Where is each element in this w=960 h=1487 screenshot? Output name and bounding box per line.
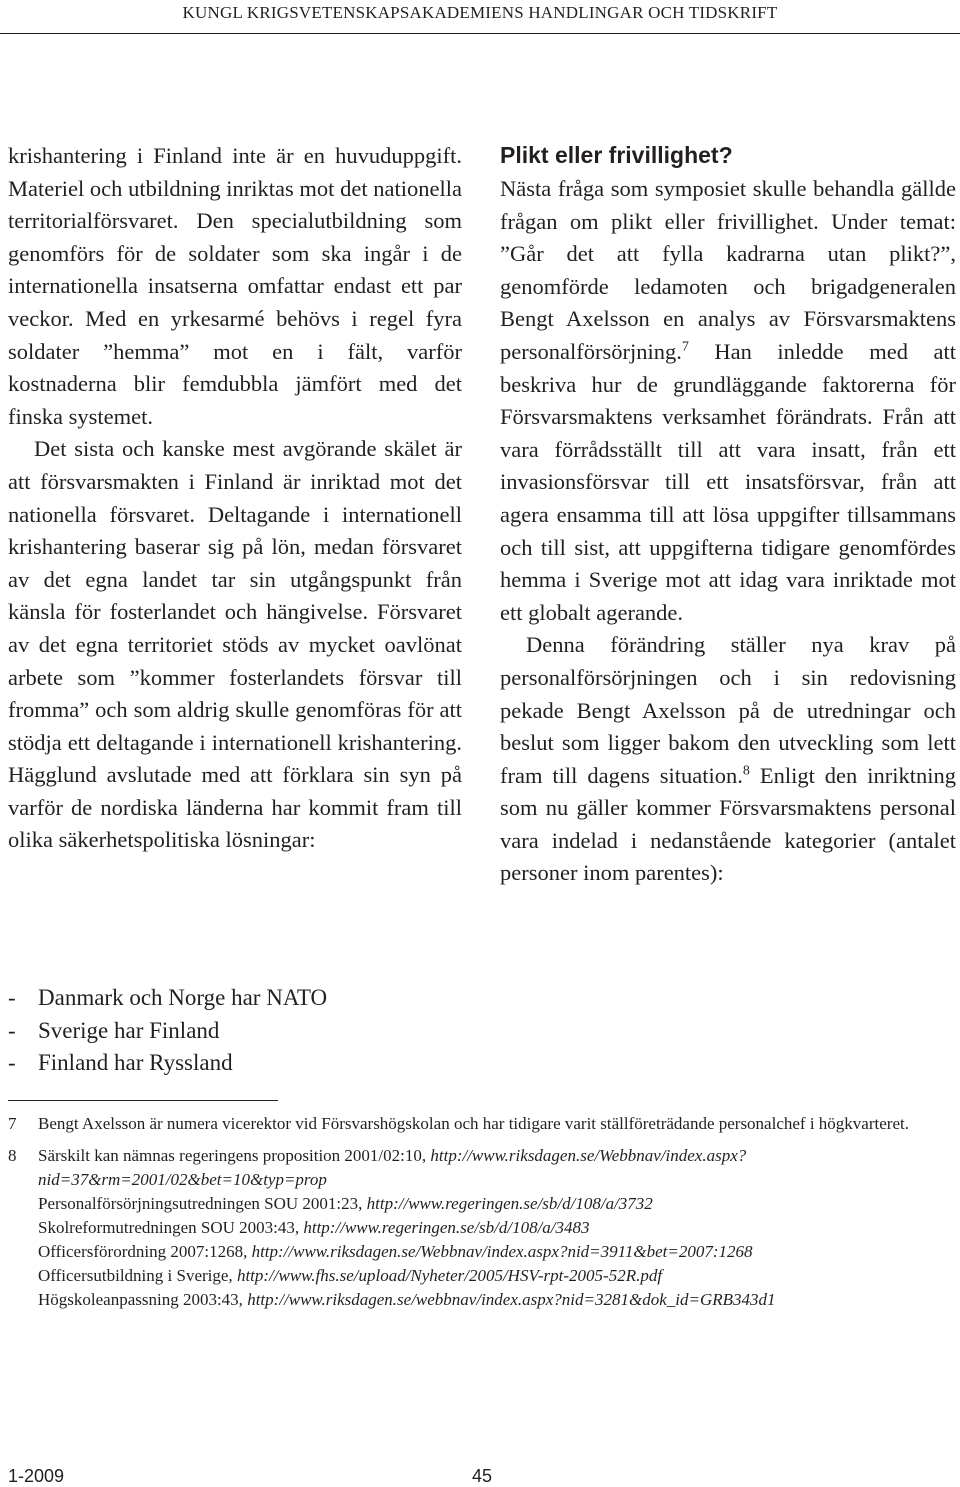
list-item [8, 1047, 468, 1080]
footnote-body [38, 1144, 956, 1312]
list-dash: - [8, 1050, 16, 1075]
footnote-line [38, 1216, 956, 1240]
footnote-7 [8, 1112, 956, 1136]
footnote-line [38, 1288, 956, 1312]
list-item-text: Finland har Ryssland [38, 1050, 233, 1075]
footnote-text: Personalförsörjningsutredningen SOU 2001:23, [38, 1194, 367, 1213]
footnote-text: Särskilt kan nämnas regeringens proposition 2001/02:10, [38, 1146, 431, 1165]
footnote-line [38, 1240, 956, 1264]
nordic-solutions-list [8, 982, 468, 1080]
footnote-text: Officersutbildning i Sverige, [38, 1266, 237, 1285]
running-header [0, 0, 960, 34]
footnote-ref[interactable]: 8 [742, 763, 750, 779]
journal-title: KUNGL KRIGSVETENSKAPSAKADEMIENS HANDLINGAR OCH TIDSKRIFT [182, 3, 778, 22]
footnote-text: Officersförordning 2007:1268, [38, 1242, 252, 1261]
footnote-text: Bengt Axelsson är numera vicerektor vid Försvarshögskolan och har tidigare varit ställföreträdande personalchef i högkvarteret. [38, 1114, 909, 1133]
list-item [8, 1015, 468, 1048]
footnotes [8, 1112, 956, 1320]
list-dash: - [8, 985, 16, 1010]
footnote-link[interactable]: http://www.riksdagen.se/Webbnav/index.aspx?nid=37&rm=2001/02&bet=10&typ=prop [38, 1146, 747, 1189]
footnote-number: 8 [8, 1146, 17, 1165]
footnote-ref[interactable]: 7 [681, 339, 689, 355]
list-dash: - [8, 1017, 16, 1043]
footnote-link[interactable]: http://www.riksdagen.se/Webbnav/index.aspx?nid=3911&bet=2007:1268 [251, 1242, 753, 1261]
paragraph [500, 629, 956, 890]
list-item-text: Sverige har Finland [38, 1017, 220, 1043]
footnote-line [38, 1192, 956, 1216]
paragraph [500, 173, 956, 629]
list-item [8, 982, 468, 1015]
footnote-text: Skolreformutredningen SOU 2003:43, [38, 1218, 304, 1237]
footnote-link[interactable]: http://www.regeringen.se/sb/d/108/a/3483 [303, 1218, 590, 1237]
footnote-line [38, 1144, 956, 1192]
left-column [8, 140, 462, 857]
footnote-line [38, 1264, 956, 1288]
issue-number: 1-2009 [8, 1466, 65, 1486]
page-number: 45 [472, 1466, 493, 1486]
footnote-link[interactable]: http://www.riksdagen.se/webbnav/index.aspx?nid=3281&dok_id=GRB343d1 [247, 1290, 776, 1309]
paragraph-text: Nästa fråga som symposiet skulle behandla gällde frågan om plikt eller frivillighet. Under temat: ”Går det att fylla kadrarna utan plikt?”, genomförde ledamoten och brigadgeneralen Bengt Axelsson en analys av Försvarsmaktens personalförsörjning. [500, 176, 956, 364]
footnote-text: Högskoleanpassning 2003:43, [38, 1290, 248, 1309]
paragraph: krishantering i Finland inte är en huvuduppgift. Materiel och utbildning inriktas mot det nationella territorialförsvaret. Den specialutbildning som genomförs för de soldater som ska ingår i de internationella insatserna omfattar endast ett par veckor. Med en yrkesarmé behövs i regel fyra soldater ”hemma” mot en i fält, varför kostnaderna blir femdubbla jämfört med det finska systemet. [8, 143, 462, 429]
footnote-number: 7 [8, 1114, 17, 1133]
paragraph-text: Denna förändring ställer nya krav på personalförsörjningen och i sin redovisning pekade Bengt Axelsson på de utredningar och beslut som ligger bakom den utveckling som lett fram till dagens situation. [500, 632, 956, 788]
section-heading: Plikt eller frivillighet? [500, 142, 733, 168]
paragraph: Det sista och kanske mest avgörande skälet är att försvarsmakten i Finland är inriktad mot det nationella försvaret. Deltagande i internationell krishantering baserar sig på lön, medan försvaret av det egna landet tar sin utgångspunkt från känsla för fosterlandet och hängivelse. Försvaret av det egna territoriet stöds av mycket oavlönat arbete som ”kommer fosterlandets försvar till fromma” och som aldrig skulle genomföras för att stödja ett deltagande i internationell krishantering. Hägglund avslutade med att förklara sin syn på varför de nordiska länderna har kommit fram till olika säkerhetspolitiska lösningar: [8, 436, 462, 853]
footnote-8 [8, 1144, 956, 1312]
paragraph-text: Enligt den inriktning som nu gäller kommer Försvarsmaktens personal vara indelad i nedanstående kategorier (antalet personer inom parentes): [500, 762, 956, 886]
right-column [500, 140, 956, 890]
list-item-text: Danmark och Norge har NATO [38, 985, 328, 1010]
footnote-divider [8, 1100, 278, 1101]
paragraph-text: Han inledde med att beskriva hur de grundläggande faktorerna för Försvarsmaktens verksamhet förändrats. Från att vara förrådsställt till att vara insatt, från ett invasionsförsvar till ett insatsförsvar, från att agera ensamma till att lösa uppgifter tillsammans och till sist, att uppgifterna tidigare genomfördes hemma i Sverige mot att idag vara inriktade mot ett globalt agerande. [500, 338, 956, 625]
footnote-link[interactable]: http://www.regeringen.se/sb/d/108/a/3732 [366, 1194, 653, 1213]
footnote-link[interactable]: http://www.fhs.se/upload/Nyheter/2005/HSV-rpt-2005-52R.pdf [236, 1266, 663, 1285]
